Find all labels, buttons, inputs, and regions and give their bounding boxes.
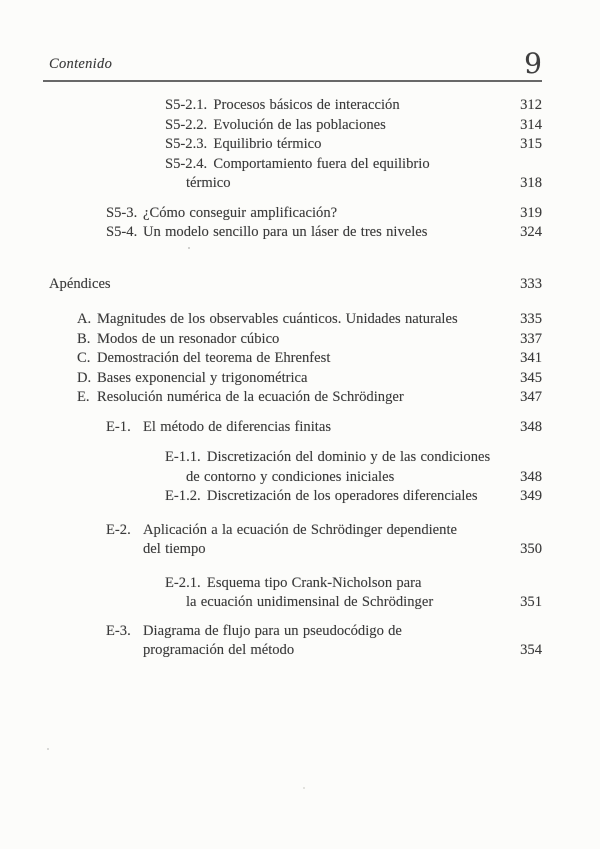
toc-entry-line: Magnitudes de los observables cuánticos. Unidades naturales [97,311,458,327]
toc-entry-title [97,330,510,350]
toc-entry-label: A. [77,311,92,327]
toc-entry-line: ¿Cómo conseguir amplificación? [143,204,338,221]
toc-group-e1 [49,418,542,438]
toc-entry-line: Diagrama de flujo para un pseudocódigo de [143,622,402,639]
toc-entry-line: Procesos básicos de interacción [213,97,400,113]
toc-group-s5-2-subsections [49,96,542,194]
toc-entry-page: 341 [520,350,542,366]
toc-entry-label: S5-2.1. [165,97,208,113]
toc-entry-title [97,388,510,408]
toc-entry-title [143,521,510,560]
toc-entry-line: Esquema tipo Crank-Nicholson para [206,574,422,591]
toc-entry-label: C. [77,350,91,366]
toc-entry-title [165,135,510,155]
toc-entry-title [165,448,510,487]
toc-entry [49,369,542,389]
toc-entry-title [165,96,510,116]
toc-entry-label: S5-3. [106,204,138,221]
toc-entry-line: del tiempo [143,541,206,557]
toc-entry [49,448,542,487]
toc-entry [49,622,542,661]
toc-group-apendices-list [49,310,542,408]
page-header [49,47,542,80]
toc-entry-page: 354 [520,642,542,658]
toc-entry-label: S5-2.3. [165,136,208,152]
toc-entry [49,223,542,243]
scan-speck [303,787,305,789]
toc-entry [49,574,542,613]
toc-entry-line: Resolución numérica de la ecuación de Schrödinger [97,389,404,405]
toc-entry-label: S5-2.4. [165,155,208,172]
toc-entry-page: 337 [520,330,542,347]
toc-entry-page: 349 [520,488,542,504]
toc-entry [49,204,542,224]
running-title: Contenido [49,56,113,72]
toc-group-e2-subsections [49,574,542,613]
toc-entry-title [49,275,510,295]
toc-entry-title [143,223,510,243]
toc-entry [49,388,542,408]
toc-entry-page: 345 [520,369,542,386]
scan-speck [188,247,190,249]
toc-entry-page: 318 [520,175,542,191]
toc-entry-title [165,574,510,613]
toc-entry-label: E-1.1. [165,449,201,465]
toc-entry-page: 347 [520,389,542,405]
toc-entry-line: Aplicación a la ecuación de Schrödinger dependiente [143,521,457,538]
toc-entry-page: 312 [520,97,542,113]
toc-entry-line: programación del método [143,642,295,658]
toc-entry-page: 348 [520,418,542,435]
toc-entry-line: Demostración del teorema de Ehrenfest [97,350,331,366]
page-number: 9 [524,47,542,80]
header-rule [43,80,542,82]
toc-entry-label: E-2.1. [165,574,201,591]
toc-entry-label: S5-2.2. [165,116,208,133]
toc-entry-line: Apéndices [49,275,111,292]
toc-entry-line: El método de diferencias finitas [143,418,331,435]
toc-entry-page: 348 [520,468,542,485]
toc-entry [49,349,542,369]
toc-entry-page: 314 [520,116,542,133]
toc-entry-line: Bases exponencial y trigonométrica [97,369,308,386]
toc-entry-label: E-3. [106,622,131,639]
toc-entry-line: la ecuación unidimensinal de Schrödinger [186,594,434,610]
toc-entry-title [143,418,510,438]
toc-entry-page: 351 [520,594,542,610]
toc-entry-label: E-2. [106,521,131,538]
toc-entry [49,135,542,155]
toc-entry [49,521,542,560]
toc-entry [49,487,542,507]
toc-group-e3 [49,622,542,661]
toc-entry-line: Un modelo sencillo para un láser de tres niveles [143,224,428,240]
toc-entry-line: Modos de un resonador cúbico [97,330,280,347]
toc-entry [49,310,542,330]
table-of-contents [49,96,542,661]
toc-entry-line: térmico [186,175,231,191]
toc-entry-title [165,116,510,136]
toc-entry-line: de contorno y condiciones iniciales [186,468,395,485]
toc-entry-line: Comportamiento fuera del equilibrio [213,155,430,172]
toc-entry-label: S5-4. [106,224,138,240]
toc-entry-line: Evolución de las poblaciones [213,116,386,133]
toc-entry-label: E. [77,389,90,405]
toc-entry [49,96,542,116]
toc-entry [49,155,542,194]
toc-entry-line: Discretización del dominio y de las condiciones [206,449,491,465]
toc-group-e2 [49,521,542,560]
scan-speck [47,748,49,750]
toc-entry-label: E-1.2. [165,488,201,504]
toc-group-e1-subsections [49,448,542,507]
toc-entry [49,275,542,295]
toc-group-s5-sections [49,204,542,243]
toc-entry-label: D. [77,369,92,386]
toc-entry-page: 335 [520,311,542,327]
toc-entry-line: Equilibrio térmico [213,136,322,152]
toc-entry-title [165,155,510,194]
toc-entry-title [97,369,510,389]
toc-entry-page: 333 [520,275,542,292]
toc-entry-page: 319 [520,204,542,221]
toc-entry [49,418,542,438]
toc-entry [49,330,542,350]
toc-entry-page: 315 [520,136,542,152]
toc-entry-page: 350 [520,541,542,557]
toc-entry-line: Discretización de los operadores diferenciales [206,488,478,504]
toc-group-apendices-heading [49,275,542,295]
toc-entry-label: B. [77,330,91,347]
toc-entry-label: E-1. [106,418,131,435]
toc-entry-title [143,204,510,224]
toc-entry [49,116,542,136]
toc-entry-title [97,349,510,369]
toc-entry-title [97,310,510,330]
toc-entry-page: 324 [520,224,542,240]
toc-entry-title [165,487,510,507]
toc-entry-title [143,622,510,661]
